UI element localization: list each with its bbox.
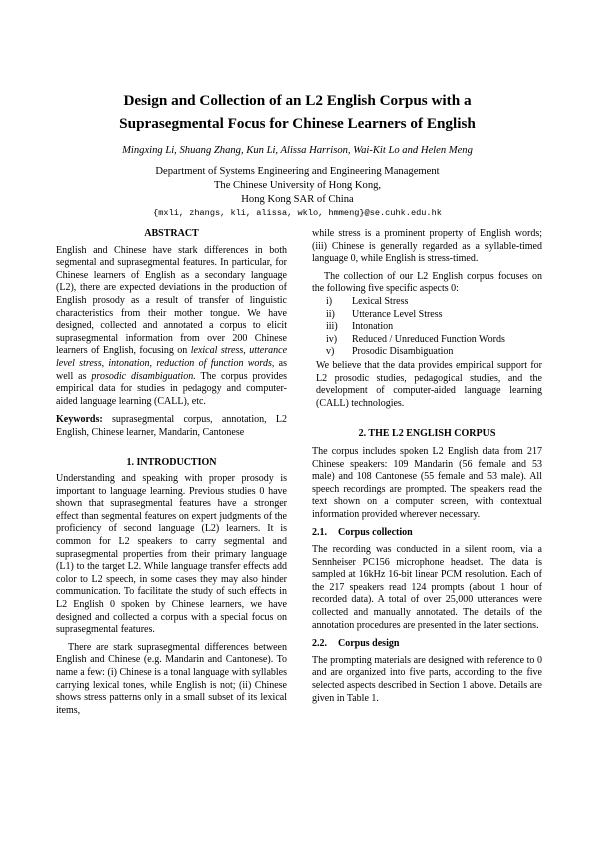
introduction-paragraph-2-continued: while stress is a prominent property of English words; (iii) Chinese is generally regarded as a syllable-timed language 0, while English is stress-timed. (312, 228, 542, 265)
keywords-label: Keywords: (56, 414, 103, 426)
corpus-design-text: The prompting materials are designed with reference to 0 and are organized into five parts, according to the five selected aspects described in Section 1 above. Details are given in Table 1. (312, 654, 542, 704)
introduction-paragraph-2: There are stark suprasegmental differences between English and Chinese (e.g. Mandarin and Cantonese). To name a few: (i) Chinese is a tonal language with syllables carrying lexical tones, while English is not; (ii) Chinese shows stress patterns only in a small subset of its lexical items, (56, 641, 287, 716)
author-emails: {mxli, zhangs, kli, alissa, wklo, hmmeng}@se.cuhk.edu.hk (153, 208, 442, 218)
paper-title-line-1: Design and Collection of an L2 English Corpus with a (123, 92, 472, 109)
keywords: Keywords: suprasegmental corpus, annotation, L2 English, Chinese learner, Mandarin, Cantonese (56, 414, 287, 438)
corpus-collection-heading: 2.1. Corpus collection (312, 527, 413, 539)
aspect-label: Prosodic Disambiguation (352, 346, 454, 358)
aspect-number: v) (326, 346, 335, 358)
aspect-number: iv) (326, 333, 338, 345)
corpus-design-heading: 2.2. Corpus design (312, 638, 400, 650)
abstract-text: English and Chinese have stark differences in both segmental and suprasegmental features. In particular, for Chinese learners of English as a secondary language (L2), there are expected deviations in the production of English prosody as a result of transfer of linguistic characteristics from their mother tongue. We have designed, collected and annotated a corpus to elicit suprasegmental information from over 200 Chinese learners of English, focusing on lexical stress, utterance level stress, intonation, reduction of function words, as well as prosodic disambiguation. The corpus provides empirical data for studies in pedagogy and computer-aided language learning (CALL), etc. (56, 244, 288, 407)
introduction-paragraph-3: The collection of our L2 English corpus focuses on the following five specific aspects 0: (312, 270, 542, 295)
aspect-list-item (312, 321, 542, 334)
paper-title-line-2: Suprasegmental Focus for Chinese Learners of English (119, 115, 476, 132)
aspect-list-item (312, 346, 542, 359)
corpus-paragraph: The corpus includes spoken L2 English data from 217 Chinese speakers: 109 Mandarin (56 female and 53 male) and 108 Cantonese (55 female and 53 male). All speech recordings are prompted. The speakers read the text shown on a computer screen, with contextual information provided wherever necessary. (312, 445, 542, 520)
abstract-heading: ABSTRACT (144, 228, 199, 239)
aspect-label: Reduced / Unreduced Function Words (352, 333, 505, 345)
aspect-number: i) (326, 295, 333, 307)
introduction-paragraph-1: Understanding and speaking with proper prosody is important to language learning. Previous studies 0 have shown that suprasegmental features have a stronger effect than segmental features on expert judgments of the proficiency of second language (L2) learners. It is common for L2 speakers to carry segmental and suprasegmental properties from their primary language (L1) to the target L2. While language transfer effects add color to L2 speech, in some cases they may also hinder communication. To facilitate the study of such effects in L2 English 0 spoken by Chinese learners, we have designed and collected a corpus with a special focus on suprasegmental features. (56, 473, 287, 636)
aspect-number: iii) (326, 321, 338, 333)
introduction-paragraph-4: We believe that the data provides empirical support for L2 prosodic studies, pedagogical studies, and the development of computer-aided language learning (CALL) technologies. (316, 359, 542, 409)
affiliation-location: Hong Kong SAR of China (241, 194, 354, 205)
affiliation-university: The Chinese University of Hong Kong, (213, 180, 382, 191)
introduction-heading: 1. INTRODUCTION (126, 456, 217, 468)
affiliation-department: Department of Systems Engineering and Engineering Management (155, 166, 440, 177)
right-column (312, 228, 542, 705)
aspect-label: Intonation (352, 321, 394, 333)
aspect-list-item (312, 296, 542, 309)
corpus-collection-text: The recording was conducted in a silent room, via a Sennheiser PC156 microphone headset. The data is sampled at 16kHz 16-bit linear PCM resolution. Each of the 217 speakers read 124 prompts (about 1 hour of recorded data). A total of over 25,000 utterances were collected and manually annotated. The details of the annotation procedures are presented in the later sections. (312, 544, 542, 631)
aspect-label: Utterance Level Stress (352, 308, 443, 320)
aspect-label: Lexical Stress (352, 295, 409, 307)
aspect-list-item (312, 334, 542, 347)
aspect-list-item (312, 309, 542, 322)
aspect-number: ii) (326, 308, 335, 320)
corpus-heading: 2. THE L2 ENGLISH CORPUS (358, 428, 496, 440)
aspect-list (312, 296, 542, 359)
author-list: Mingxing Li, Shuang Zhang, Kun Li, Alissa Harrison, Wai-Kit Lo and Helen Meng (122, 145, 473, 156)
left-column (56, 228, 287, 717)
